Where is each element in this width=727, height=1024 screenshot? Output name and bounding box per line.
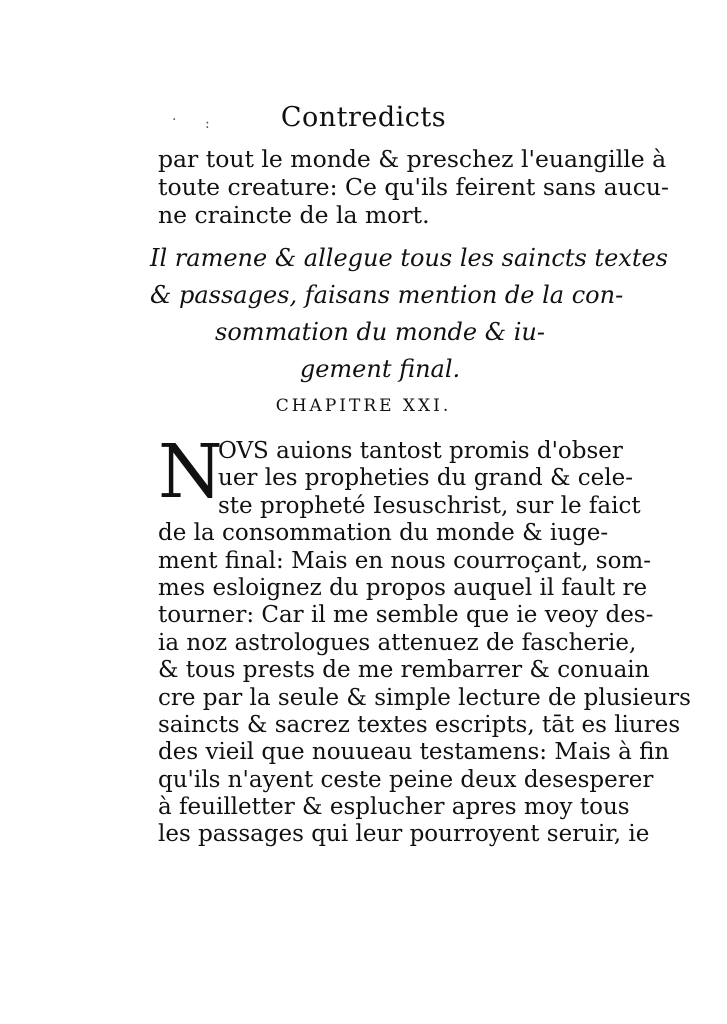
text-line: de la consommation du monde & iuge- — [158, 520, 609, 547]
summary-line: gement final. — [299, 355, 461, 383]
text-line: ste propheté Iesuschrist, sur le faict — [218, 492, 641, 519]
drop-cap: N — [158, 429, 223, 515]
text-line: des vieil que nouueau testamens: Mais à fin — [158, 739, 670, 766]
text-line: uer les propheties du grand & cele- — [218, 465, 633, 492]
text-line: à feuilletter & esplucher apres moy tous — [158, 794, 630, 821]
text-line: ment final: Mais en nous courroçant, som- — [158, 547, 652, 574]
text-line: OVS auions tantost promis d'obser — [218, 438, 623, 464]
text-line: ia noz astrologues attenuez de fascherie, — [158, 629, 637, 656]
text-line: les passages qui leur pourroyent seruir, ie — [158, 821, 650, 848]
text-line: saincts & sacrez textes escripts, tāt es liures — [158, 711, 681, 738]
text-line: mes esloignez du propos auquel il fault re — [158, 574, 648, 601]
summary-line: & passages, faisans mention de la con- — [150, 281, 624, 309]
text-line: tourner: Car il me semble que ie veoy des- — [158, 602, 654, 629]
text-line: qu'ils n'ayent ceste peine deux desesperer — [158, 766, 654, 793]
intro-paragraph — [158, 145, 669, 229]
text-line: & tous prests de me rembarrer & conuain — [158, 657, 650, 684]
text-line: par tout le monde & preschez l'euangille à — [158, 145, 667, 173]
running-head: Contredicts — [280, 102, 447, 133]
summary-line: sommation du monde & iu- — [215, 318, 545, 346]
summary-line: Il ramene & allegue tous les saincts textes — [150, 244, 668, 272]
text-line: toute creature: Ce qu'ils feirent sans aucu- — [158, 173, 669, 201]
ink-speck: · — [172, 112, 177, 128]
chapter-summary — [150, 240, 668, 388]
chapter-heading: CHAPITRE XXI. — [275, 396, 452, 416]
text-line: ne craincte de la mort. — [158, 201, 430, 229]
ink-speck: : — [205, 116, 210, 132]
text-line: cre par la seule & simple lecture de plusieurs — [158, 684, 691, 711]
chapter-body — [158, 429, 691, 849]
